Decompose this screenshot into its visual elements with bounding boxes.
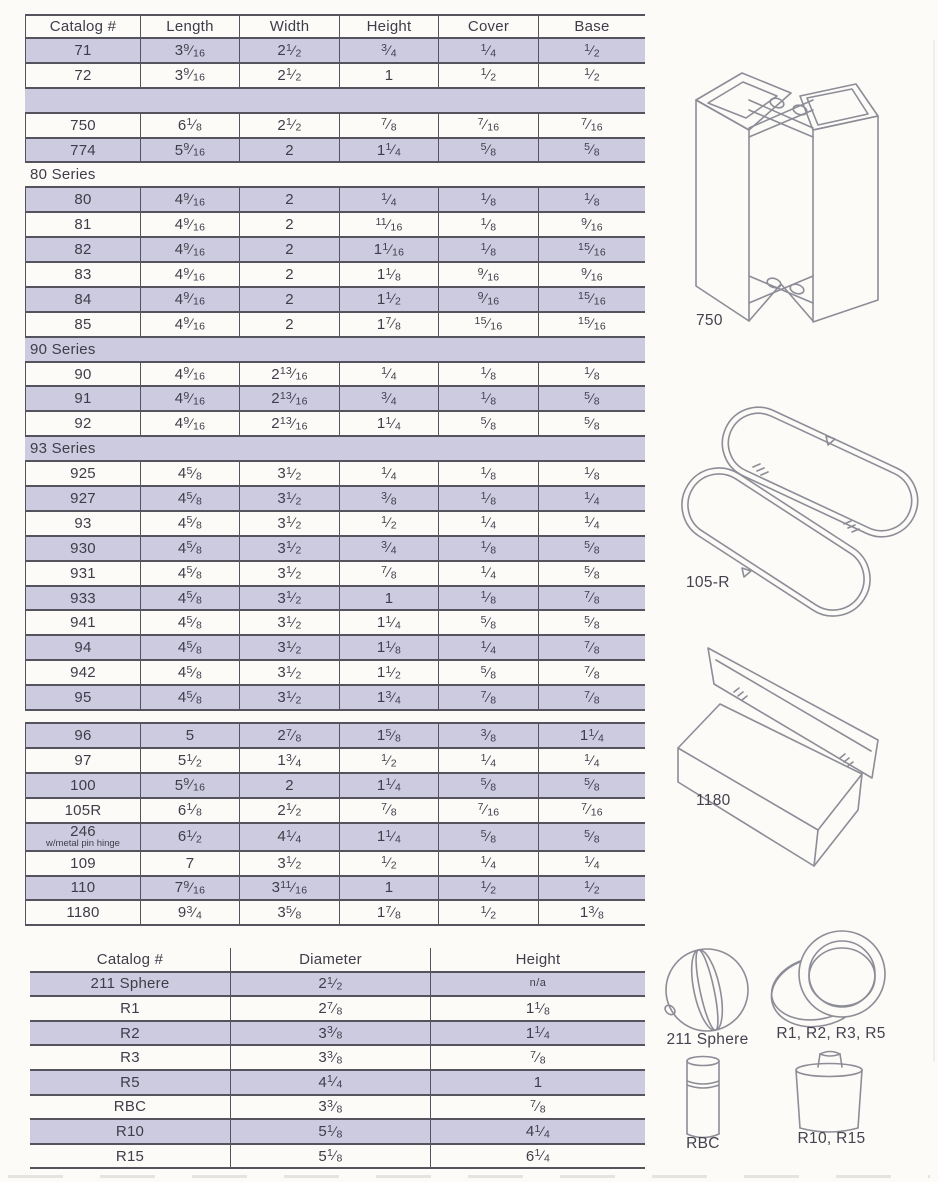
dimension-value: 1 $^1⁄_4$ [339,824,438,850]
catalog-number: 1180 [25,901,140,924]
dimension-value: 2 $^{13}⁄_{16}$ [239,363,339,386]
dimension-value: $^1⁄_4$ [538,749,645,772]
dimension-value: 4 $^9⁄_{16}$ [140,288,239,311]
dimension-value: 3 $^1⁄_2$ [239,686,339,709]
table-row [25,852,645,877]
dimension-value: $^1⁄_2$ [538,64,645,87]
table-row [25,686,645,711]
dimension-value: $^1⁄_2$ [438,877,538,900]
dimension-value: $^1⁄_2$ [538,39,645,62]
table-row [25,114,645,139]
dimension-value: $^{15}⁄_{16}$ [538,313,645,336]
dimension-value: 2 $^1⁄_2$ [239,114,339,137]
table-row [30,1022,645,1047]
dimension-value: n/a [430,973,645,996]
caption-750: 750 [696,312,723,329]
illustration-r-series-case [770,930,888,1030]
dimension-value: 9 $^3⁄_4$ [140,901,239,924]
dimension-value: $^9⁄_{16}$ [438,288,538,311]
catalog-number: R10 [115,1122,145,1140]
dimension-value: 4 $^5⁄_8$ [140,587,239,610]
dimension-value: $^5⁄_8$ [538,562,645,585]
dimension-value: $^1⁄_2$ [339,512,438,535]
dimension-value: $^7⁄_8$ [430,1046,645,1069]
dimension-value: $^5⁄_8$ [538,139,645,162]
table-row [30,973,645,998]
dimension-value: $^{15}⁄_{16}$ [438,313,538,336]
catalog-number: 105R [25,799,140,822]
catalog-number: 72 [25,64,140,87]
series-label: 80 Series [30,166,96,184]
catalog-number: 85 [25,313,140,336]
dimension-value: 1 $^1⁄_8$ [339,263,438,286]
dimension-value: 3 $^1⁄_2$ [239,661,339,684]
dimension-value: 1 [430,1071,645,1094]
dimension-value: $^5⁄_8$ [538,412,645,435]
dimension-value: $^1⁄_4$ [339,188,438,211]
catalog-number: 246 w/metal pin hinge [25,824,140,850]
dimension-value: $^7⁄_8$ [538,636,645,659]
header-row [25,14,645,39]
dimension-value: 4 $^9⁄_{16}$ [140,188,239,211]
table-row [25,587,645,612]
dimension-value: 4 $^9⁄_{16}$ [140,213,239,236]
catalog-number: 71 [25,39,140,62]
dimension-value: $^5⁄_8$ [538,387,645,410]
dimension-value: 2 $^1⁄_2$ [230,973,430,996]
catalog-number: 930 [25,537,140,560]
caption-105r: 105-R [686,574,730,591]
table-row [25,537,645,562]
dimension-value: $^7⁄_8$ [339,114,438,137]
dimension-value: 3 $^1⁄_2$ [239,636,339,659]
dimension-value: 2 [239,288,339,311]
dimension-value: 4 $^9⁄_{16}$ [140,238,239,261]
dimension-value: $^3⁄_4$ [339,39,438,62]
table-row [25,363,645,388]
table-row [25,238,645,263]
dimension-value: $^5⁄_8$ [538,537,645,560]
dimension-value: 3 $^{11}⁄_{16}$ [239,877,339,900]
dimension-value: 2 $^1⁄_2$ [239,39,339,62]
catalog-number: R2 [120,1024,140,1042]
table-row [30,1120,645,1145]
page-edge-artifact [8,1175,930,1178]
catalog-number: 84 [25,288,140,311]
dimension-value: 3 $^3⁄_8$ [230,1096,430,1119]
dimension-value: $^1⁄_2$ [438,64,538,87]
dimension-value: $^7⁄_{16}$ [538,799,645,822]
dimension-value: $^5⁄_8$ [538,774,645,797]
catalog-number: 82 [25,238,140,261]
dimension-value: 5 $^1⁄_8$ [230,1145,430,1168]
table-row [25,139,645,164]
dimension-value: 4 $^5⁄_8$ [140,512,239,535]
dimension-value: 4 $^1⁄_4$ [230,1071,430,1094]
column-header: Catalog # [96,950,164,968]
dimension-value: $^1⁄_2$ [538,877,645,900]
dimension-value: 2 $^1⁄_2$ [239,64,339,87]
dimension-value: $^7⁄_8$ [538,661,645,684]
table-row [25,901,645,926]
table-row [25,487,645,512]
table-row [25,288,645,313]
column-header: Height [430,948,645,971]
dimension-value: 4 $^5⁄_8$ [140,686,239,709]
catalog-number: RBC [113,1098,147,1116]
dimension-value: 4 $^5⁄_8$ [140,661,239,684]
dimension-value: 4 $^9⁄_{16}$ [140,263,239,286]
catalog-number: 97 [25,749,140,772]
dimension-value: 1 [339,877,438,900]
dimension-value: $^1⁄_2$ [339,749,438,772]
table-row [30,1145,645,1170]
dimension-value: $^3⁄_4$ [339,537,438,560]
dimension-value: 2 [239,213,339,236]
dimension-value: $^7⁄_{16}$ [438,799,538,822]
column-header: Catalog # [25,16,140,37]
dimension-value: $^1⁄_8$ [438,587,538,610]
dimension-value: 6 $^1⁄_4$ [430,1145,645,1168]
dimension-value: $^5⁄_8$ [438,611,538,634]
dimension-value: $^1⁄_4$ [438,636,538,659]
dimension-value: 1 $^1⁄_4$ [339,774,438,797]
dimension-value: $^9⁄_{16}$ [538,263,645,286]
dimension-value: $^1⁄_4$ [438,39,538,62]
catalog-number: 81 [25,213,140,236]
series-label: 90 Series [30,340,96,358]
dimension-value: $^1⁄_8$ [438,363,538,386]
dimension-value: 3 $^1⁄_2$ [239,487,339,510]
catalog-number: 750 [25,114,140,137]
dimension-value: 3 $^1⁄_2$ [239,462,339,485]
dimension-value: 2 [239,313,339,336]
dimension-value: $^7⁄_8$ [538,587,645,610]
catalog-number: 109 [25,852,140,875]
dimension-value: 3 $^1⁄_2$ [239,852,339,875]
dimension-value: 2 [239,238,339,261]
illustration-1180-case [650,632,938,880]
dimension-value: 1 $^5⁄_8$ [339,724,438,747]
catalog-number: 927 [25,487,140,510]
dimension-value: 1 $^1⁄_4$ [339,412,438,435]
dimension-value: $^1⁄_2$ [339,852,438,875]
dimension-value: $^1⁄_4$ [339,462,438,485]
catalog-number: 931 [25,562,140,585]
dimension-value: 1 $^1⁄_{16}$ [339,238,438,261]
illustration-750-case [650,40,938,330]
dimension-value: $^7⁄_8$ [430,1096,645,1119]
catalog-number: 925 [25,462,140,485]
separator-row [25,89,645,114]
dimension-value: 1 $^1⁄_8$ [339,636,438,659]
dimension-value: 4 $^5⁄_8$ [140,462,239,485]
table-row [25,611,645,636]
dimension-value: $^7⁄_{16}$ [538,114,645,137]
illustration-211-sphere [650,946,765,1034]
dimension-value: $^{11}⁄_{16}$ [339,213,438,236]
dimension-value: 4 $^9⁄_{16}$ [140,363,239,386]
dimension-value: $^{15}⁄_{16}$ [538,288,645,311]
dimension-value: 1 $^3⁄_4$ [339,686,438,709]
dimension-value: $^5⁄_8$ [438,139,538,162]
table-row [30,997,645,1022]
dimension-value: $^5⁄_8$ [538,824,645,850]
dimension-value: 5 $^1⁄_8$ [230,1120,430,1143]
catalog-number: 942 [25,661,140,684]
dimension-value: 2 [239,774,339,797]
dimension-value: 1 $^1⁄_8$ [430,997,645,1020]
table-row [30,1071,645,1096]
dimension-value: $^7⁄_8$ [339,799,438,822]
column-header: Height [339,16,438,37]
dimension-value: 1 [339,587,438,610]
table-row [25,636,645,661]
table-row [30,1096,645,1121]
dimension-value: 2 $^{13}⁄_{16}$ [239,387,339,410]
table-row [25,799,645,824]
catalog-number: 94 [25,636,140,659]
dimensions-table [25,14,645,926]
dimension-value: 1 $^1⁄_4$ [430,1022,645,1045]
dimension-value: 4 $^9⁄_{16}$ [140,313,239,336]
dimension-value: 1 [339,64,438,87]
table-row [25,774,645,799]
dimension-value: 6 $^1⁄_2$ [140,824,239,850]
table-row [25,263,645,288]
catalog-number: 90 [25,363,140,386]
dimension-value: 4 $^5⁄_8$ [140,562,239,585]
dimension-value: $^7⁄_8$ [538,686,645,709]
table-row [25,724,645,749]
dimension-value: 2 [239,188,339,211]
caption-rbc: RBC [686,1135,720,1152]
dimension-value: 1 $^3⁄_4$ [239,749,339,772]
column-header: Diameter [230,948,430,971]
dimension-value: $^1⁄_8$ [438,188,538,211]
dimension-value: 7 $^9⁄_{16}$ [140,877,239,900]
illustration-r10-r15-jar [784,1046,874,1138]
table-row [25,877,645,902]
dimension-value: 7 [140,852,239,875]
catalog-number: 80 [25,188,140,211]
table-row [25,412,645,437]
dimension-value: $^5⁄_8$ [538,611,645,634]
dimension-value: 5 $^1⁄_2$ [140,749,239,772]
catalog-number: 91 [25,387,140,410]
dimension-value: $^1⁄_4$ [438,562,538,585]
dimension-value: $^1⁄_4$ [438,852,538,875]
column-header: Width [239,16,339,37]
dimension-value: $^3⁄_8$ [339,487,438,510]
caption-r10-r15: R10, R15 [797,1130,866,1147]
dimension-value: $^1⁄_8$ [538,363,645,386]
table-row [25,749,645,774]
scan-edge-artifact [933,40,935,1062]
dimension-value: 5 $^9⁄_{16}$ [140,774,239,797]
dimension-value: 2 $^{13}⁄_{16}$ [239,412,339,435]
dimension-value: 2 [239,139,339,162]
table-row [25,64,645,89]
column-header: Base [538,16,645,37]
dimension-value: 1 $^7⁄_8$ [339,313,438,336]
dimension-value: 4 $^5⁄_8$ [140,611,239,634]
dimension-value: $^1⁄_4$ [438,749,538,772]
catalog-number: 941 [25,611,140,634]
catalog-number: 933 [25,587,140,610]
round-items-table [30,948,645,1169]
dimension-value: $^1⁄_4$ [538,512,645,535]
dimension-value: 3 $^9⁄_{16}$ [140,64,239,87]
dimension-value: $^9⁄_{16}$ [538,213,645,236]
dimension-value: $^7⁄_8$ [438,686,538,709]
dimension-value: $^1⁄_8$ [438,487,538,510]
dimension-value: 4 $^5⁄_8$ [140,636,239,659]
dimension-value: 3 $^1⁄_2$ [239,562,339,585]
table-row [25,512,645,537]
dimension-value: 4 $^1⁄_4$ [430,1120,645,1143]
catalog-number: R1 [120,999,140,1017]
table-row [25,387,645,412]
table-row [25,188,645,213]
dimension-value: $^5⁄_8$ [438,661,538,684]
dimension-value: $^5⁄_8$ [438,774,538,797]
catalog-number: 96 [25,724,140,747]
dimension-value: 2 $^7⁄_8$ [230,997,430,1020]
table-row [25,39,645,64]
dimension-value: $^1⁄_4$ [538,487,645,510]
dimension-value: 1 $^1⁄_4$ [339,611,438,634]
dimension-value: 3 $^3⁄_8$ [230,1046,430,1069]
catalog-number: R5 [120,1073,140,1091]
illustration-rbc-cylinder [678,1050,728,1142]
catalog-number: R15 [115,1147,145,1165]
dimension-value: $^1⁄_8$ [538,462,645,485]
dimension-value: 4 $^5⁄_8$ [140,487,239,510]
dimension-value: 6 $^1⁄_8$ [140,114,239,137]
dimension-value: 1 $^1⁄_4$ [538,724,645,747]
catalog-number: 100 [25,774,140,797]
dimension-value: 2 [239,263,339,286]
dimension-value: 4 $^5⁄_8$ [140,537,239,560]
dimension-value: 3 $^1⁄_2$ [239,611,339,634]
catalog-number: 774 [25,139,140,162]
dimension-value: $^1⁄_8$ [438,238,538,261]
dimension-value: 2 $^7⁄_8$ [239,724,339,747]
dimension-value: $^3⁄_8$ [438,724,538,747]
dimension-value: $^1⁄_2$ [438,901,538,924]
dimension-value: $^3⁄_4$ [339,387,438,410]
dimension-value: $^1⁄_4$ [339,363,438,386]
dimension-value: $^5⁄_8$ [438,412,538,435]
dimension-value: 5 $^9⁄_{16}$ [140,139,239,162]
caption-1180: 1180 [696,792,731,809]
catalog-number: 211 Sphere [90,975,170,993]
table-row [25,213,645,238]
column-header: Cover [438,16,538,37]
dimension-value: 2 $^1⁄_2$ [239,799,339,822]
table-row [25,562,645,587]
dimension-value: $^1⁄_4$ [438,512,538,535]
series-label: 93 Series [30,440,96,458]
dimension-value: 3 $^1⁄_2$ [239,537,339,560]
table-row [30,1046,645,1071]
catalog-number: R3 [120,1049,140,1067]
dimension-value: 4 $^1⁄_4$ [239,824,339,850]
dimension-value: $^1⁄_8$ [438,387,538,410]
caption-211-sphere: 211 Sphere [666,1031,749,1048]
dimension-value: $^7⁄_{16}$ [438,114,538,137]
catalog-number: 95 [25,686,140,709]
dimension-value: 4 $^9⁄_{16}$ [140,412,239,435]
label-row [25,163,645,188]
dimension-value: $^1⁄_8$ [538,188,645,211]
table-row [25,313,645,338]
dimension-value: 3 $^1⁄_2$ [239,587,339,610]
dimension-value: $^1⁄_8$ [438,213,538,236]
label-row [25,437,645,462]
dimension-value: 1 $^1⁄_4$ [339,139,438,162]
dimension-value: 1 $^1⁄_2$ [339,661,438,684]
label-row [25,338,645,363]
catalog-number: 110 [25,877,140,900]
catalog-number: 93 [25,512,140,535]
dimension-value: $^1⁄_8$ [438,462,538,485]
dimension-value: 1 $^1⁄_2$ [339,288,438,311]
catalog-number: 83 [25,263,140,286]
dimension-value: 1 $^7⁄_8$ [339,901,438,924]
dimension-value: 6 $^1⁄_8$ [140,799,239,822]
dimension-value: 3 $^1⁄_2$ [239,512,339,535]
dimension-value: 4 $^9⁄_{16}$ [140,387,239,410]
dimension-value: 5 [140,724,239,747]
dimension-value: $^1⁄_8$ [438,537,538,560]
dimension-value: $^5⁄_8$ [438,824,538,850]
catalog-number: 92 [25,412,140,435]
spacer-row [25,711,645,724]
dimension-value: 3 $^9⁄_{16}$ [140,39,239,62]
dimension-value: 3 $^5⁄_8$ [239,901,339,924]
column-header: Length [140,16,239,37]
caption-r-series: R1, R2, R3, R5 [776,1025,886,1042]
header-row [30,948,645,973]
dimension-value: 3 $^3⁄_8$ [230,1022,430,1045]
table-row [25,462,645,487]
dimension-value: 1 $^3⁄_8$ [538,901,645,924]
dimension-value: $^9⁄_{16}$ [438,263,538,286]
dimension-value: $^{15}⁄_{16}$ [538,238,645,261]
table-row [25,824,645,852]
dimension-value: $^1⁄_4$ [538,852,645,875]
dimension-value: $^7⁄_8$ [339,562,438,585]
table-row [25,661,645,686]
